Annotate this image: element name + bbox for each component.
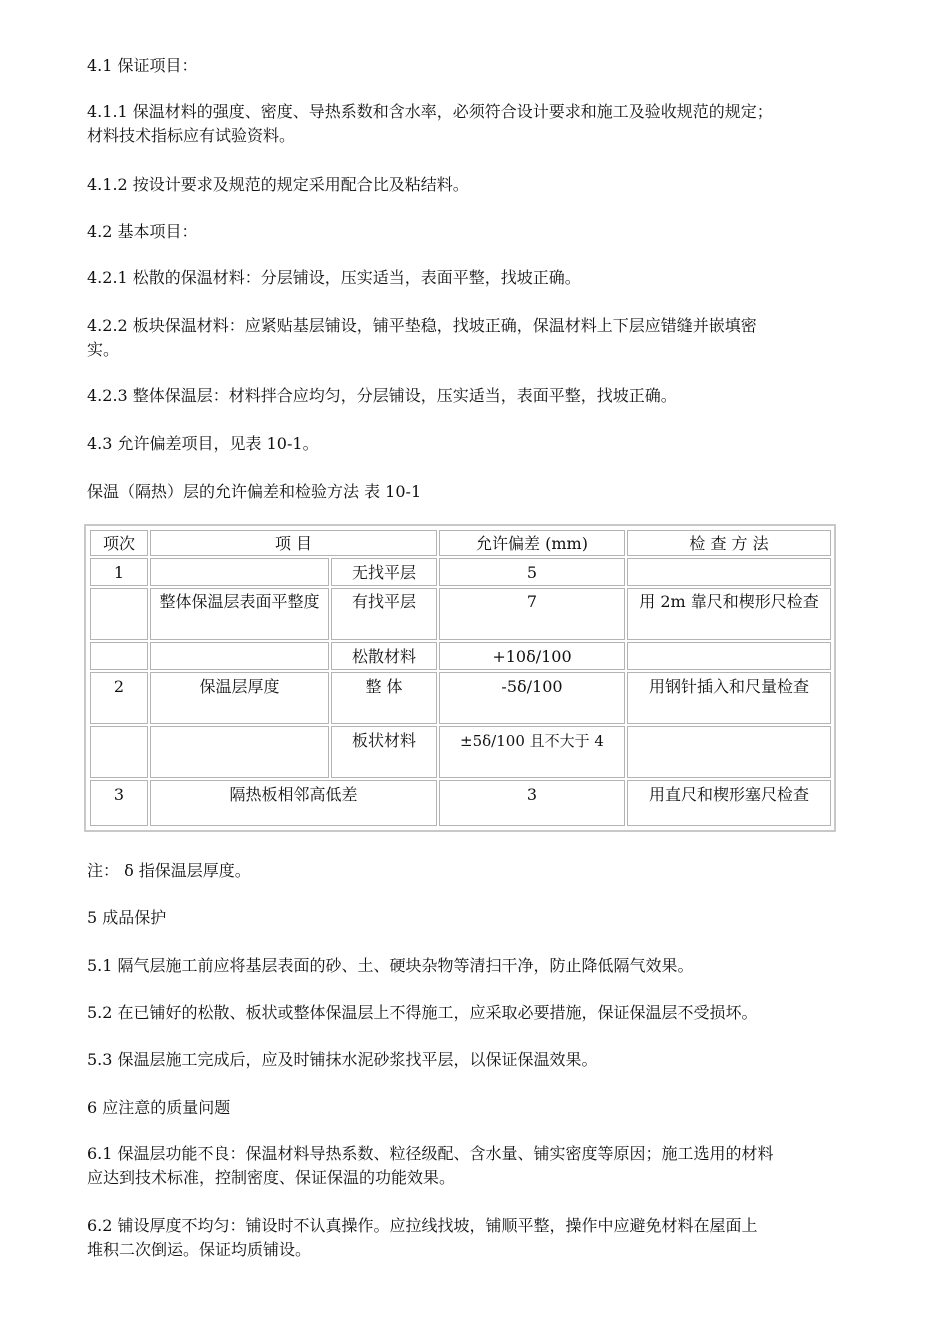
row2-no <box>90 588 148 640</box>
row3-method <box>627 642 831 670</box>
para-4-1-1-line1: 4.1.1 保温材料的强度、密度、导热系数和含水率，必须符合设计要求和施工及验收规范的规定； <box>87 102 773 121</box>
para-4-3: 4.3 允许偏差项目，见表 10-1。 <box>87 434 319 453</box>
header-tolerance: 允许偏差 (mm) <box>439 530 625 556</box>
para-5-1: 5.1 隔气层施工前应将基层表面的砂、土、硬块杂物等清扫干净，防止降低隔气效果。 <box>87 956 694 975</box>
para-4-1-1-line2: 材料技术指标应有试验资料。 <box>87 126 296 145</box>
row1-item <box>150 558 329 586</box>
row5-value: ±5δ/100 且不大于 4 <box>439 726 625 778</box>
row2-sub: 有找平层 <box>331 588 437 640</box>
header-item: 项 目 <box>150 530 437 556</box>
para-4-1-2: 4.1.2 按设计要求及规范的规定采用配合比及粘结料。 <box>87 175 469 194</box>
section-5-title: 5 成品保护 <box>87 908 167 927</box>
para-5-3: 5.3 保温层施工完成后，应及时铺抹水泥砂浆找平层，以保证保温效果。 <box>87 1050 598 1069</box>
para-6-1-line2: 应达到技术标准，控制密度、保证保温的功能效果。 <box>87 1168 456 1187</box>
row5-item <box>150 726 329 778</box>
row1-method <box>627 558 831 586</box>
para-4-2: 4.2 基本项目： <box>87 222 198 241</box>
row3-value: +10δ/100 <box>439 642 625 670</box>
row6-no: 3 <box>90 780 148 826</box>
row5-sub: 板状材料 <box>331 726 437 778</box>
table-caption: 保温（隔热）层的允许偏差和检验方法 表 10-1 <box>87 482 422 501</box>
row2-item: 整体保温层表面平整度 <box>150 588 329 640</box>
para-4-2-3: 4.2.3 整体保温层：材料拌合应均匀，分层铺设，压实适当，表面平整，找坡正确。 <box>87 386 677 405</box>
section-6-title: 6 应注意的质量问题 <box>87 1098 231 1117</box>
para-4-1: 4.1 保证项目： <box>87 56 198 75</box>
row4-item: 保温层厚度 <box>150 672 329 724</box>
row5-method <box>627 726 831 778</box>
row1-sub: 无找平层 <box>331 558 437 586</box>
row2-value: 7 <box>439 588 625 640</box>
tolerance-table <box>84 524 836 832</box>
para-6-1-line1: 6.1 保温层功能不良：保温材料导热系数、粒径级配、含水量、铺实密度等原因；施工选用的材料 <box>87 1144 774 1163</box>
row5-no <box>90 726 148 778</box>
para-4-2-1: 4.2.1 松散的保温材料：分层铺设，压实适当，表面平整，找坡正确。 <box>87 268 581 287</box>
row4-no: 2 <box>90 672 148 724</box>
para-4-2-2-line1: 4.2.2 板块保温材料：应紧贴基层铺设，铺平垫稳，找坡正确，保温材料上下层应错缝并嵌填密 <box>87 316 757 335</box>
row3-sub: 松散材料 <box>331 642 437 670</box>
para-6-2-line2: 堆积二次倒运。保证均质铺设。 <box>87 1240 312 1259</box>
para-5-2: 5.2 在已铺好的松散、板状或整体保温层上不得施工，应采取必要措施，保证保温层不受损坏。 <box>87 1003 758 1022</box>
row4-method: 用钢针插入和尺量检查 <box>627 672 831 724</box>
row3-item <box>150 642 329 670</box>
header-no: 项次 <box>90 530 148 556</box>
row1-value: 5 <box>439 558 625 586</box>
header-method: 检 查 方 法 <box>627 530 831 556</box>
row2-method: 用 2m 靠尺和楔形尺检查 <box>627 588 831 640</box>
row6-item: 隔热板相邻高低差 <box>150 780 437 826</box>
row6-method: 用直尺和楔形塞尺检查 <box>627 780 831 826</box>
para-4-2-2-line2: 实。 <box>87 340 120 359</box>
row6-value: 3 <box>439 780 625 826</box>
row1-no: 1 <box>90 558 148 586</box>
para-6-2-line1: 6.2 铺设厚度不均匀：铺设时不认真操作。应拉线找坡，铺顺平整，操作中应避免材料在屋面上 <box>87 1216 758 1235</box>
row4-value: -5δ/100 <box>439 672 625 724</box>
table-note: 注： δ 指保温层厚度。 <box>87 861 251 880</box>
row4-sub: 整 体 <box>331 672 437 724</box>
row3-no <box>90 642 148 670</box>
